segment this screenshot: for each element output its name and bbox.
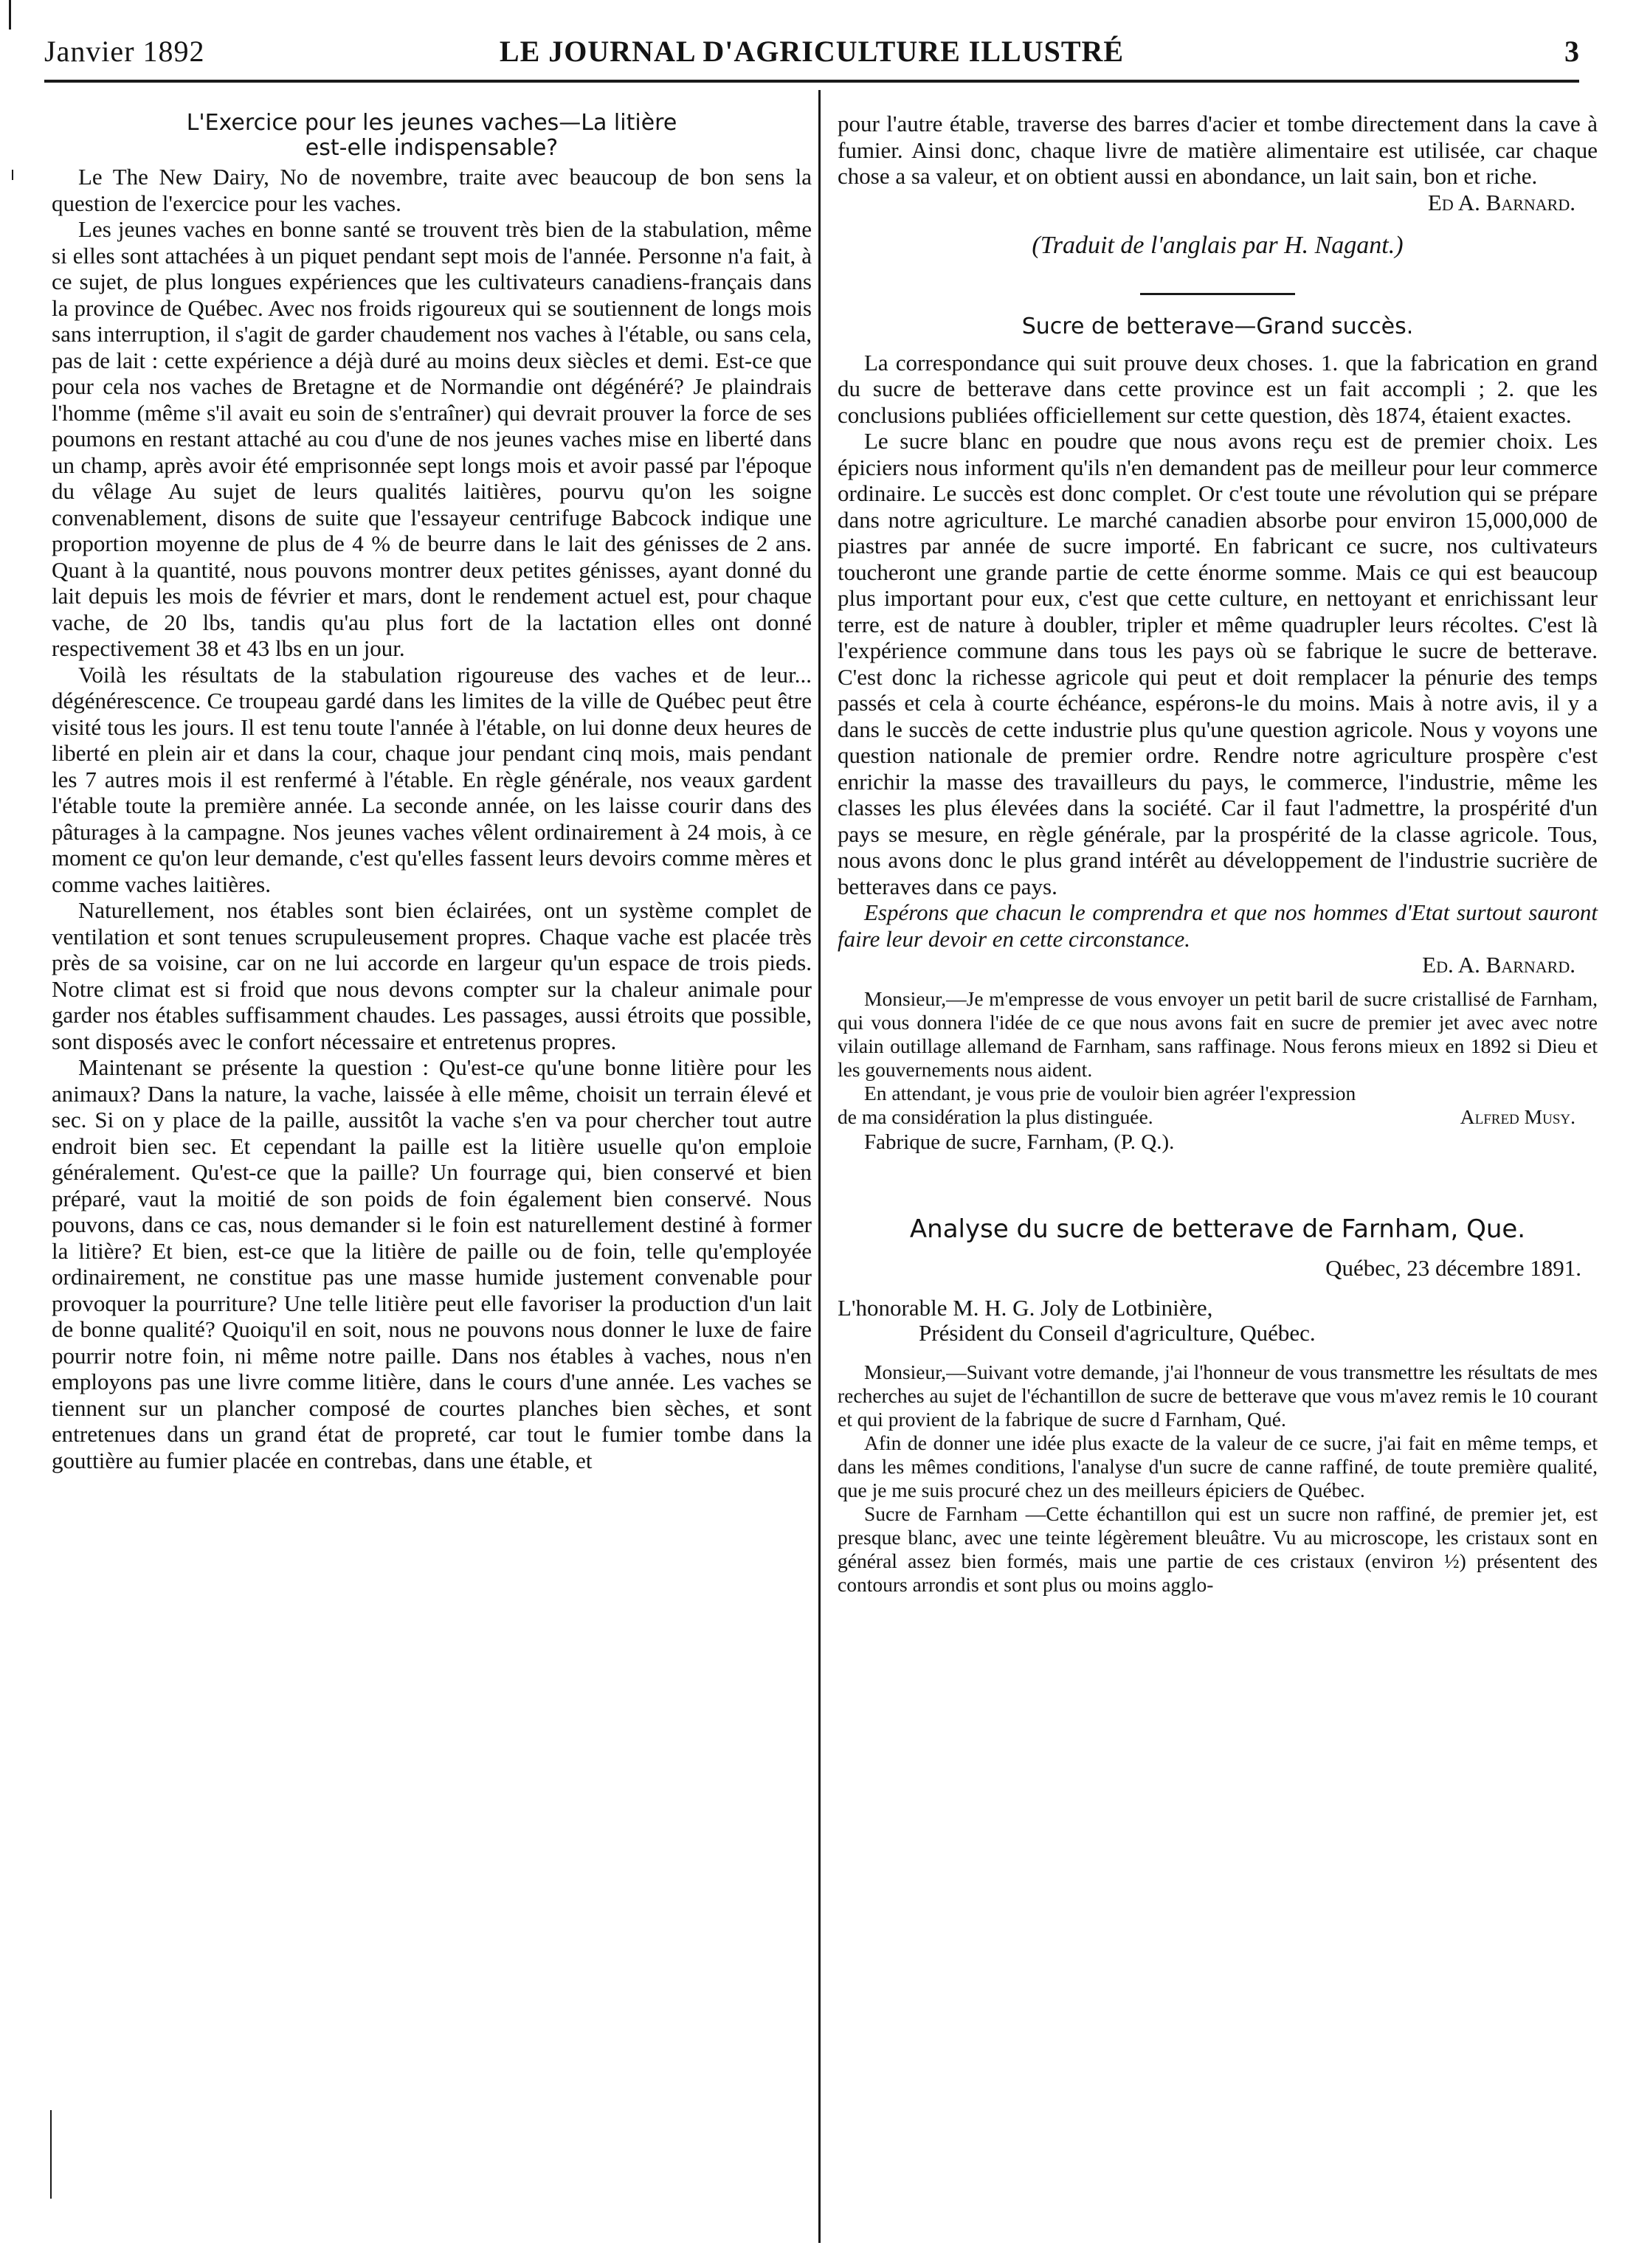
letter-paragraph: En attendant, je vous prie de vouloir bien agréer l'expression [864, 1082, 1356, 1104]
page-number: 3 [1564, 35, 1579, 68]
column-divider [818, 90, 821, 2243]
running-head [44, 30, 1579, 74]
letter-place: Fabrique de sucre, Farnham, (P. Q.). [864, 1130, 1175, 1154]
margin-mark [50, 2110, 52, 2199]
header-rule [44, 80, 1579, 83]
paragraph: Espérons que chacun le comprendra et que nos hommes d'Etat surtout sauront faire leur devoir en cette circonstance. [838, 899, 1598, 952]
paragraph: Voilà les résultats de la stabulation rigoureuse des vaches et de leur... dégénérescence. Ce troupeau gardé dans les limites de la ville de Québec peut être visité tous les jours. Il est tenu toute l'année à l'étable, on lui donne deux heures de liberté en plein air et dans la cour, chaque jour pendant cinq mois, mais pendant les 7 autres mois il est renfermé à l'étable. En règle générale, nos veaux gardent l'étable toute la première année. La seconde année, on les laisse courir dans des pâturages à la campagne. Nos jeunes vaches vêlent ordinairement à 24 mois, à ce moment ce qu'on leur demande, c'est qu'elles fassent leurs devoirs comme mères et comme vaches laitières. [52, 661, 812, 897]
journal-title: LE JOURNAL D'AGRICULTURE ILLUSTRÉ [499, 35, 1125, 68]
addressee-title: Président du Conseil d'agriculture, Québec. [919, 1320, 1316, 1346]
signature: Ed. A. Barnard. [1422, 952, 1575, 978]
letter-paragraph: Monsieur,—Je m'empresse de vous envoyer un petit baril de sucre cristallisé de Farnham, qui vous donnera l'idée de ce que nous avons fait en sucre de premier jet avec avec notre vilain outillage allemand de Farnham, sans raffinage. Nous ferons mieux en 1892 si Dieu et les gouvernements nous aident. [838, 987, 1598, 1081]
right-column [838, 111, 1598, 1597]
paragraph: Naturellement, nos étables sont bien éclairées, ont un système complet de ventilation et sont tenues scrupuleusement propres. Chaque vache est placée très près de sa voisine, car on ne lui accorde en largeur qu'un espace de trois pieds. Notre climat est si froid que nous devons compter sur la chaleur animale pour garder nos étables suffisamment chaudes. Les passages, aussi étroits que possible, sont disposés avec le confort nécessaire et entretenus propres. [52, 897, 812, 1054]
report-paragraph: Afin de donner une idée plus exacte de la valeur de ce sucre, j'ai fait en même temps, et dans les mêmes conditions, l'analyse d'un sucre de canne raffiné, de toute première qualité, que je me suis procuré chez un des meilleurs épiciers de Québec. [838, 1431, 1598, 1501]
dateline: Québec, 23 décembre 1891. [1325, 1255, 1581, 1281]
margin-mark [9, 0, 11, 30]
paragraph: Les jeunes vaches en bonne santé se trouvent très bien de la stabulation, même si elles sont attachées à un piquet pendant sept mois de l'année. Personne n'a fait, à ce sujet, de plus longues expériences que les cultivateurs canadiens-français dans la province de Québec. Avec nos froids rigoureux qui se soutiennent de longs mois sans interruption, il s'agit de garder chaudement nos vaches à l'étable, ou sans cela, pas de lait : cette expérience a déjà duré au moins deux siècles et demi. Est-ce que pour cela nos vaches de Bretagne et de Normandie ont dégénéré? Je plaindrais l'homme (même s'il avait eu soin de s'entraîner) qui devrait prouver la force de ses poumons en restant attaché au cou d'une de nos jeunes vaches mise en liberté dans un champ, après avoir été emprisonnée sept longs mois et avoir passé par l'époque du vêlage Au sujet de leurs qualités laitières, pourvu qu'on les soigne convenablement, disons de suite que l'essayeur centrifuge Babcock indique une proportion moyenne de plus de 4 % de beurre dans le lait des génisses de 2 ans. Quant à la quantité, nous pouvons montrer deux petites génisses, ayant donné du lait depuis les mois de février et mars, dont le rendement actuel est, pour chaque vache, de 20 lbs, tandis qu'au plus fort de la lactation elles ont donné respectivement 38 et 43 lbs en un jour. [52, 216, 812, 661]
closing-text: de ma considération la plus distinguée. [838, 1105, 1153, 1128]
article-heading-exercice [52, 111, 812, 161]
paragraph: La correspondance qui suit prouve deux choses. 1. que la fabrication en grand du sucre de betterave dans cette province est un fait accompli ; 2. que les conclusions publiées officiellement sur cette question, dès 1874, étaient exactes. [838, 349, 1598, 428]
paragraph: Maintenant se présente la question : Qu'est-ce qu'une bonne litière pour les animaux? Dans la nature, la vache, laissée à elle même, choisit un terrain élevé et sec. Si on y place de la paille, aussitôt la vache s'en va pour chercher tout autre endroit bien sec. Et cependant la paille est la litière usuelle qu'on emploie généralement. Qu'est-ce que la paille? Un fourrage qui, bien conservé et bien préparé, vaut la moitié de son poids de foin également bien conservé. Nous pouvons, dans ce cas, nous demander si le foin est naturellement destiné à former la litière? Et bien, est-ce que la litière de paille ou de foin, telle qu'employée ordinairement, ne constitue pas une masse humide justement convenable pour provoquer la pourriture? Une telle litière peut elle favoriser la production d'un lait de bonne qualité? Quoiqu'il en soit, nous ne pouvons nous donner le luxe de faire pourrir notre foin, ni même notre paille. Dans nos étables à vaches, nous n'en employons pas une livre comme litière, dans le cours d'une année. Les vaches se tiennent sur un plancher composé de courtes planches bien sèches, et sont entretenues dans un grand état de propreté, car tout le fumier tombe dans la gouttière au fumier placée en contrebas, dans une étable, et [52, 1054, 812, 1473]
translation-credit: (Traduit de l'anglais par H. Nagant.) [1032, 231, 1404, 259]
letter [838, 987, 1598, 1155]
margin-mark [12, 170, 13, 180]
heading-line: L'Exercice pour les jeunes vaches—La litière [186, 110, 677, 136]
paragraph: Le sucre blanc en poudre que nous avons reçu est de premier choix. Les épiciers nous informent qu'ils n'en demandent pas de meilleur pour leur commerce ordinaire. Le succès est donc complet. Or c'est toute une révolution qui se prépare dans notre agriculture. Le marché canadien absorbe pour environ 15,000,000 de piastres par année de sucre importé. En fabricant ce sucre, nos cultivateurs toucheront une grande partie de cette énorme somme. Mais ce qui est beaucoup plus important pour eux, c'est que cette culture, en nettoyant et enrichissant leur terre, est de nature à doubler, tripler et même quadrupler leurs récoltes. C'est là l'expérience commune dans tous les pays où se fabrique le sucre de betterave. C'est donc la richesse agricole qui peut et doit remplacer la pénurie des temps passés et cela à courte échéance, espérons-le du moins. Mais à notre avis, il y a dans le succès de cette industrie plus qu'une question agricole. Nous y voyons une question nationale de premier ordre. Rendre notre agriculture prospère c'est enrichir la masse des travailleurs du pays, le commerce, l'industrie, même les classes les plus élevées dans la société. Car il faut l'admettre, la prospérité d'un pays se mesure, en règle générale, par la prospérité de la classe agricole. Tous, nous avons donc le plus grand intérêt au développement de l'industrie sucrière de betteraves dans ce pays. [838, 428, 1598, 899]
issue-date: Janvier 1892 [44, 35, 205, 68]
letter-signer: Alfred Musy. [1460, 1105, 1575, 1128]
addressee: L'honorable M. H. G. Joly de Lotbinière, [838, 1295, 1213, 1321]
article-heading-sucre: Sucre de betterave—Grand succès. [1021, 313, 1414, 339]
left-column [52, 111, 812, 1473]
section-rule [1140, 293, 1295, 295]
report-paragraph: Monsieur,—Suivant votre demande, j'ai l'honneur de vous transmettre les résultats de mes recherches au sujet de l'échantillon de sucre de betterave que vous m'avez remis le 10 courant et qui provient de la fabrique de sucre d Farnham, Qué. [838, 1361, 1598, 1431]
paragraph-continued: pour l'autre étable, traverse des barres d'acier et tombe directement dans la cave à fumier. Ainsi donc, chaque livre de matière alimentaire est utilisée, car chaque chose a sa valeur, et on obtient aussi en abondance, un lait sain, bon et riche. [838, 111, 1598, 189]
paragraph: Le The New Dairy, No de novembre, traite avec beaucoup de bon sens la question de l'exercice pour les vaches. [52, 164, 812, 216]
signature: Ed A. Barnard. [1427, 189, 1575, 215]
report [838, 1361, 1598, 1597]
article-heading-analyse: Analyse du sucre de betterave de Farnham, Que. [909, 1214, 1526, 1244]
heading-line: est-elle indispensable? [305, 135, 559, 161]
report-paragraph: Sucre de Farnham —Cette échantillon qui est un sucre non raffiné, de premier jet, est presque blanc, avec une teinte légèrement bleuâtre. Vu au microscope, les cristaux sont en général assez bien formés, mais une partie de ces cristaux (environ ½) présentent des contours arrondis et sont plus ou moins agglo- [838, 1502, 1598, 1596]
letter-closing [838, 1105, 1598, 1129]
